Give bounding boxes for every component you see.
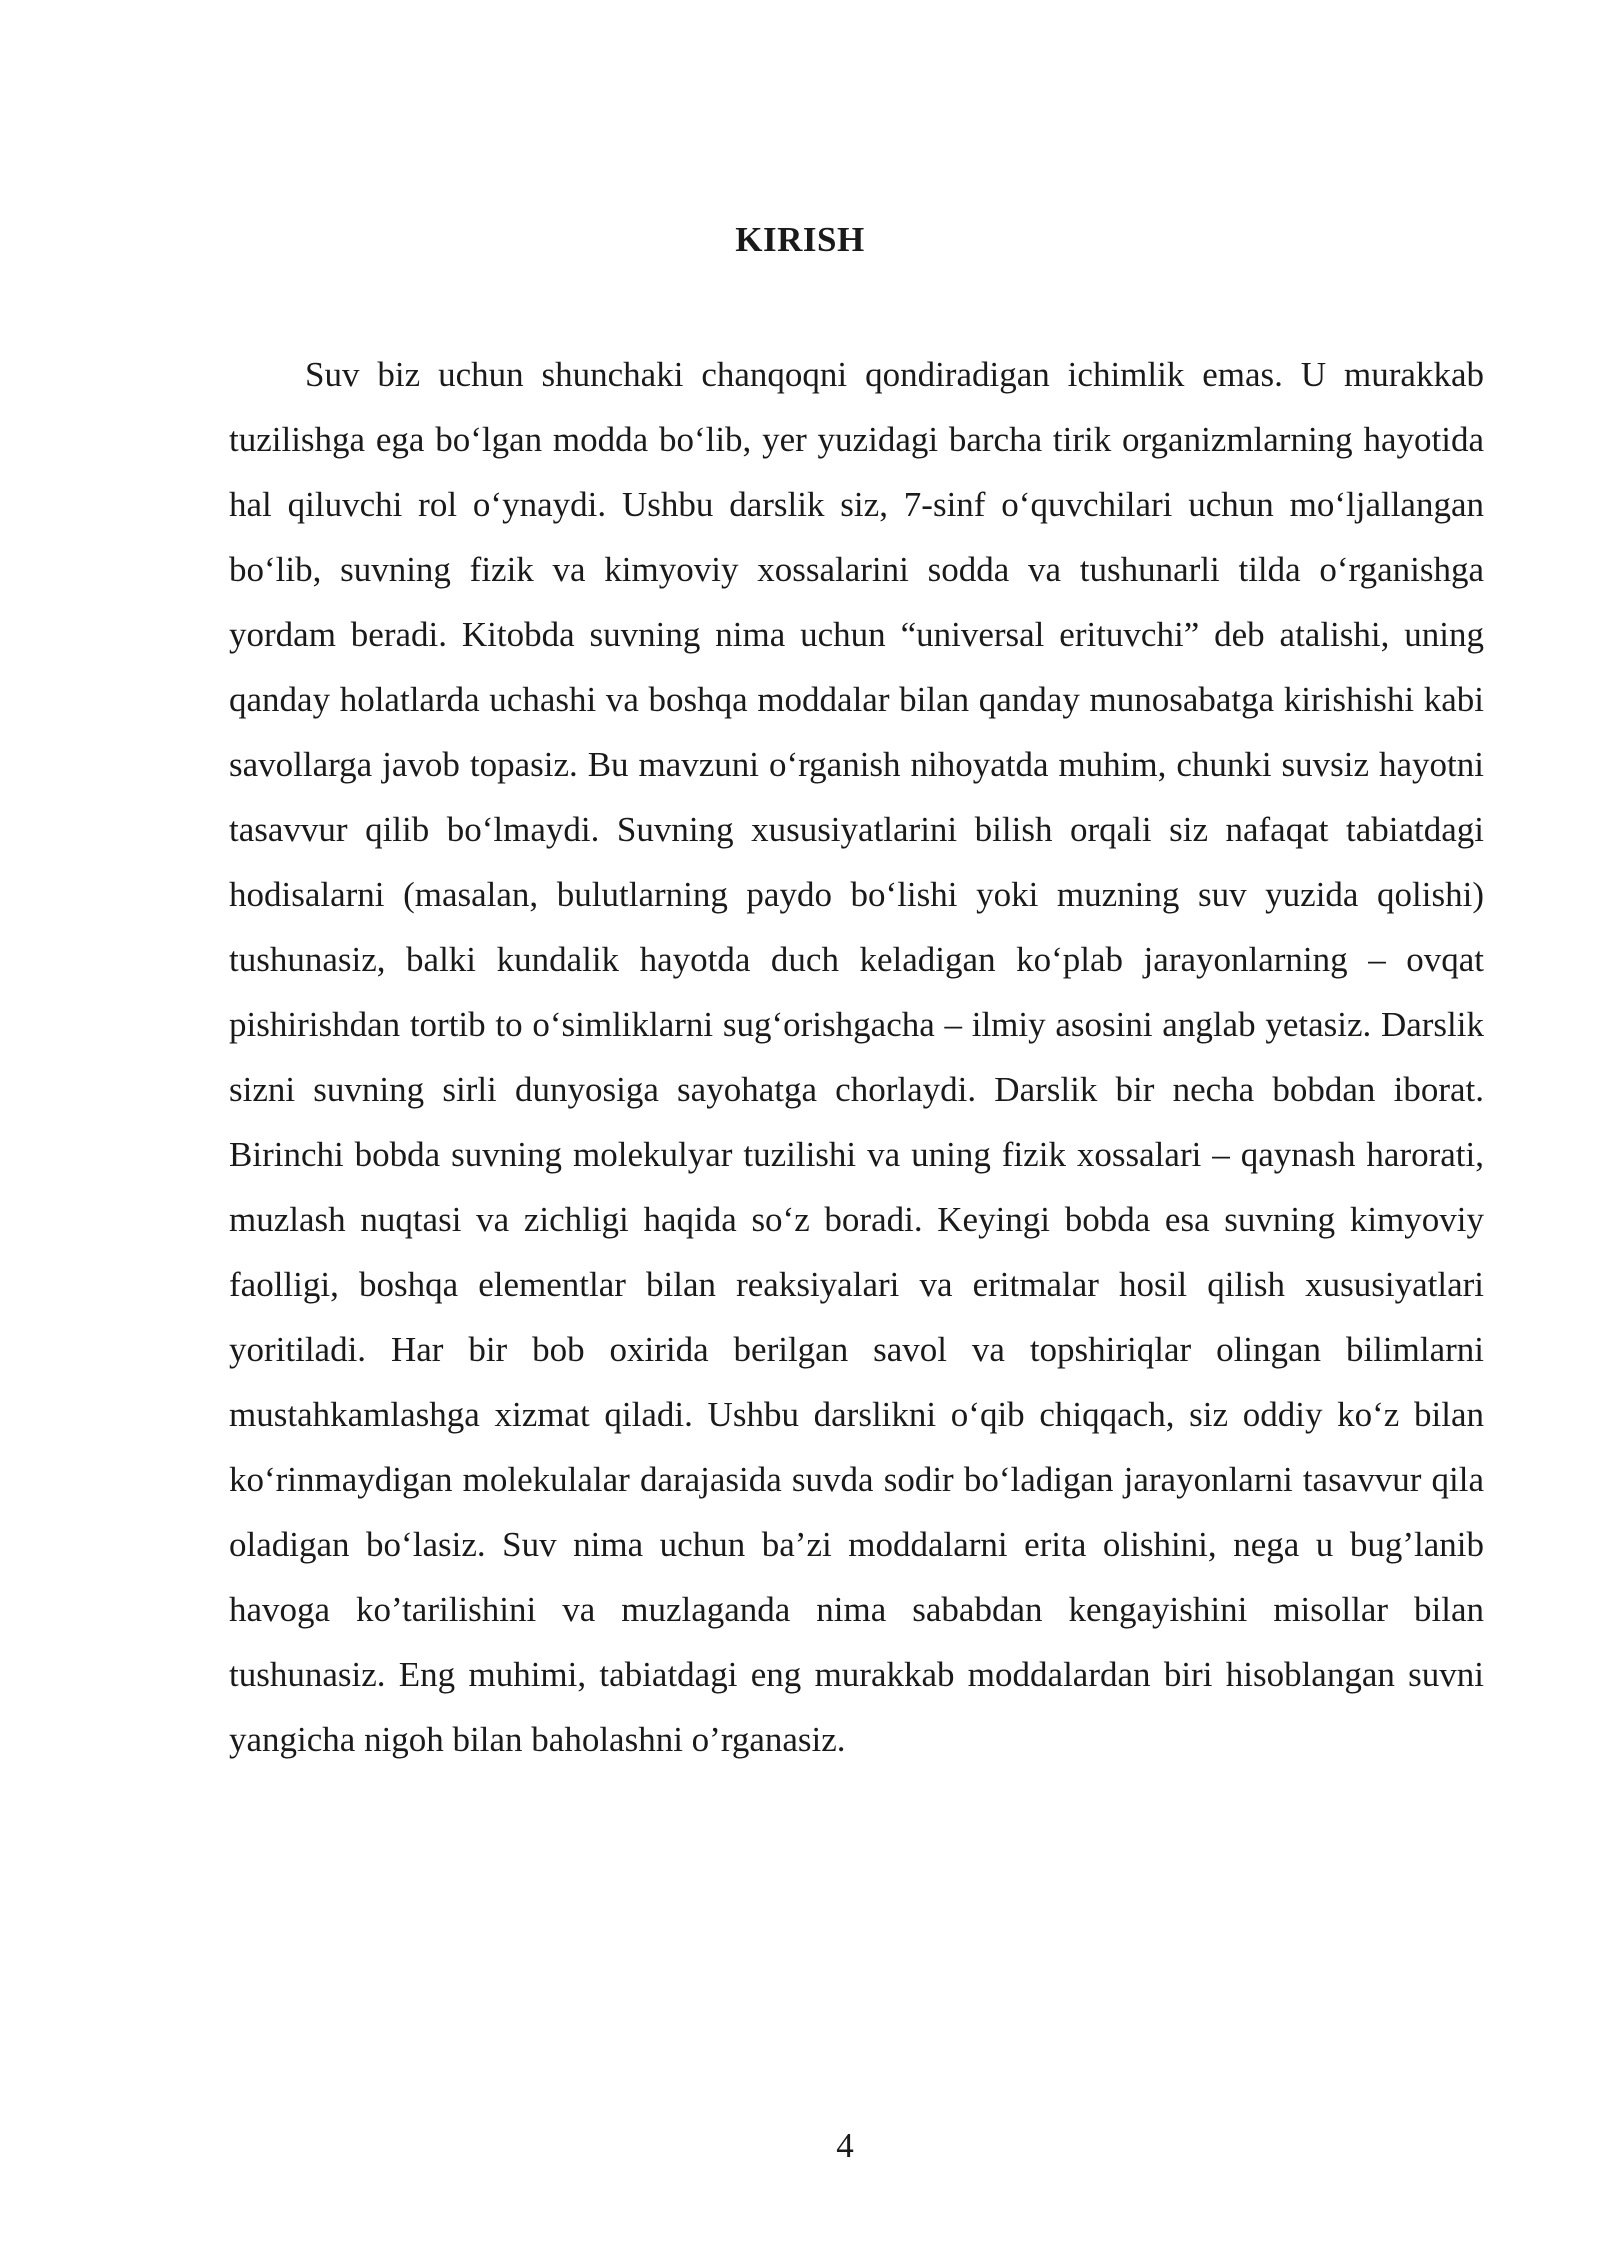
body-paragraph: Suv biz uchun shunchaki chanqoqni qondiradigan ichimlik emas. U murakkab tuzilishga ega bo‘lgan modda bo‘lib, yer yuzidagi barcha tirik organizmlarning hayotida hal qiluvchi rol o‘ynaydi. Ushbu darslik siz, 7-sinf o‘quvchilari uchun mo‘ljallangan bo‘lib, suvning fizik va kimyoviy xossalarini sodda va tushunarli tilda o‘rganishga yordam beradi. Kitobda suvning nima uchun “universal erituvchi” deb atalishi, uning qanday holatlarda uchashi va boshqa moddalar bilan qanday munosabatga kirishishi kabi savollarga javob topasiz. Bu mavzuni o‘rganish nihoyatda muhim, chunki suvsiz hayotni tasavvur qilib bo‘lmaydi. Suvning xususiyatlarini bilish orqali siz nafaqat tabiatdagi hodisalarni (masalan, bulutlarning paydo bo‘lishi yoki muzning suv yuzida qolishi) tushunasiz, balki kundalik hayotda duch keladigan ko‘plab jarayonlarning – ovqat pishirishdan tortib to o‘simliklarni sug‘orishgacha – ilmiy asosini anglab yetasiz. Darslik sizni suvning sirli dunyosiga sayohatga chorlaydi. Darslik bir necha bobdan iborat. Birinchi bobda suvning molekulyar tuzilishi va uning fizik xossalari – qaynash harorati, muzlash nuqtasi va zichligi haqida so‘z boradi. Keyingi bobda esa suvning kimyoviy faolligi, boshqa elementlar bilan reaksiyalari va eritmalar hosil qilish xususiyatlari yoritiladi. Har bir bob oxirida berilgan savol va topshiriqlar olingan bilimlarni mustahkamlashga xizmat qiladi. Ushbu darslikni o‘qib chiqqach, siz oddiy ko‘z bilan ko‘rinmaydigan molekulalar darajasida suvda sodir bo‘ladigan jarayonlarni tasavvur qila oladigan bo‘lasiz. Suv nima uchun ba’zi moddalarni erita olishini, nega u bug’lanib havoga ko’tarilishini va muzlaganda nima sababdan kengayishini misollar bilan tushunasiz. Eng muhimi, tabiatdagi eng murakkab moddalardan biri hisoblangan suvni yangicha nigoh bilan baholashni o’rganasiz. bbox=[229, 355, 1484, 1759]
page-number: 4 bbox=[836, 2126, 854, 2165]
page-title: KIRISH bbox=[735, 220, 865, 259]
